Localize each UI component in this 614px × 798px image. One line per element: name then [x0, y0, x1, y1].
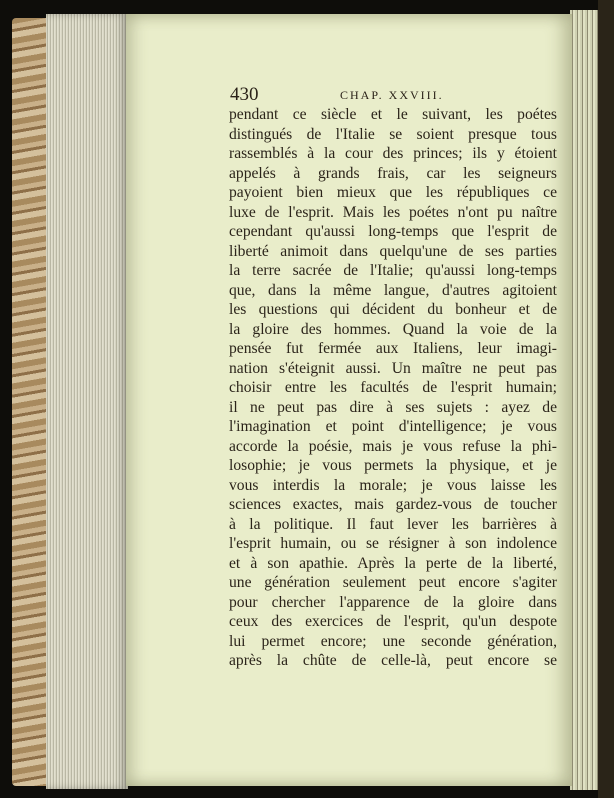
text-line: liberté animoit dans quelqu'une de ses parties	[229, 242, 557, 260]
text-line: et à son apathie. Après la perte de la liberté,	[229, 554, 557, 572]
text-line: accorde la poésie, mais je vous refuse la phi-	[229, 437, 557, 455]
text-line: sciences exactes, mais gardez-vous de toucher	[229, 496, 557, 513]
text-line: après la chûte de celle-là, peut encore se	[229, 652, 557, 669]
text-line: pendant ce siècle et le suivant, les poétes	[229, 106, 557, 123]
text-line: choisir entre les facultés de l'esprit humain;	[229, 379, 557, 396]
text-line: payoient bien mieux que les républiques ce	[229, 184, 557, 201]
text-line: cependant qu'aussi long-temps que l'esprit de	[229, 223, 557, 240]
text-line: l'imagination et point d'intelligence; je vous	[229, 418, 557, 435]
text-line: losophie; je vous permets la physique, et je	[229, 457, 557, 474]
text-line: les questions qui décident du bonheur et de	[229, 301, 557, 318]
text-line: la terre sacrée de l'Italie; qu'aussi long-temps	[229, 262, 557, 279]
body-text	[229, 105, 557, 671]
text-line: ceux des exercices de l'esprit, qu'un despote	[229, 613, 557, 630]
text-line: la gloire des hommes. Quand la voie de la	[229, 320, 557, 338]
text-line: luxe de l'esprit. Mais les poétes n'ont pu naître	[229, 203, 557, 221]
text-line: l'esprit humain, ou se résigner à son indolence	[229, 535, 557, 552]
text-line: il ne peut pas dire à ses sujets : ayez de	[229, 398, 557, 416]
text-line: une génération seulement peut encore s'agiter	[229, 574, 557, 591]
page-edges-right	[570, 10, 600, 790]
text-line: à la politique. Il faut lever les barrières à	[229, 515, 557, 533]
text-line: pour chercher l'apparence de la gloire dans	[229, 593, 557, 611]
text-line: pensée fut fermée aux Italiens, leur imagi-	[229, 340, 557, 357]
text-line: distingués de l'Italie se soient presque tous	[229, 125, 557, 143]
text-line: que, dans la même langue, d'autres agitoient	[229, 281, 557, 299]
page-edges-left	[46, 14, 128, 789]
text-line: nation s'éteignit aussi. Un maître ne peut pas	[229, 359, 557, 377]
text-line: vous interdis la morale; je vous laisse les	[229, 476, 557, 494]
running-head	[230, 84, 560, 106]
book-binding	[598, 0, 614, 798]
text-line: appelés à grands frais, car les seigneurs	[229, 164, 557, 182]
page-number: 430	[230, 84, 259, 105]
text-line: rassemblés à la cour des princes; ils y étoient	[229, 145, 557, 162]
text-line: lui permet encore; une seconde génération,	[229, 632, 557, 650]
chapter-heading: CHAP. XXVIII.	[340, 88, 444, 102]
